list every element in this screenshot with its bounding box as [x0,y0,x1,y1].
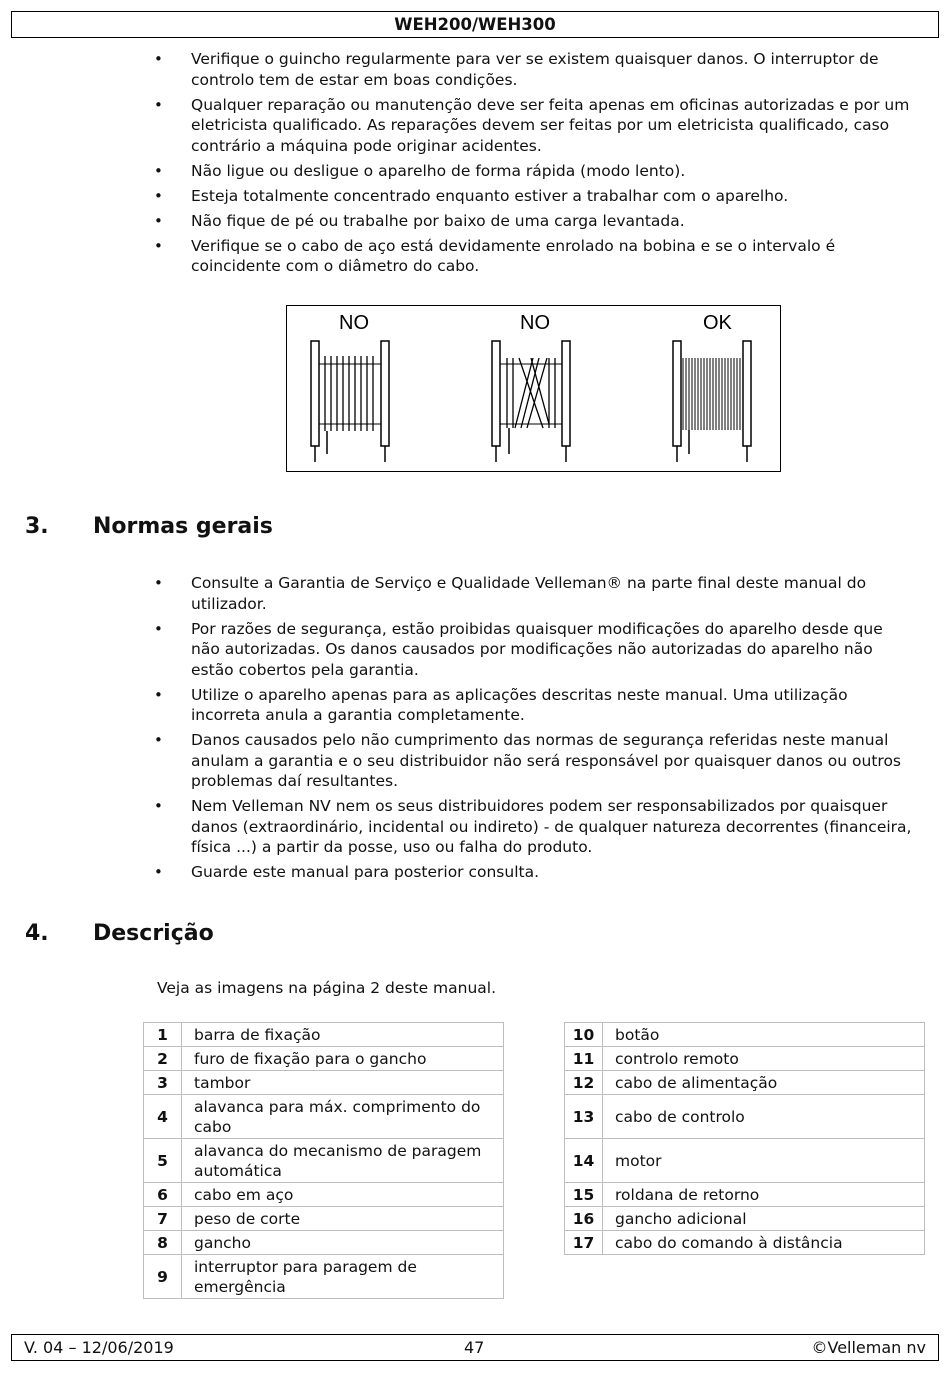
table-row: 6 cabo em aço [144,1183,504,1207]
list-item: • Guarde este manual para posterior consulta. [154,863,540,881]
list-item: • Esteja totalmente concentrado enquanto estiver a trabalhar com o aparelho. [154,186,789,205]
spool-correct-icon [673,341,751,462]
list-item: • Utilize o aparelho apenas para as aplicações descritas neste manual. Uma utilização incorreta anula a garantia completamente. [154,685,848,724]
table-row: 12 cabo de alimentação [565,1071,925,1095]
list-item: • Verifique o guincho regularmente para ver se existem quaisquer danos. O interruptor de controlo tem de estar em boas condições. [154,50,879,89]
page-header [11,11,939,38]
table-row: 3 tambor [144,1071,504,1095]
footer-version: V. 04 – 12/06/2019 [24,1338,174,1357]
list-item: • Não fique de pé ou trabalhe por baixo de uma carga levantada. [154,211,685,230]
section-3-heading [25,513,273,541]
figure-label-no-2: NO [520,312,550,334]
table-row: 1 barra de fixação [144,1023,504,1047]
table-row: 11 controlo remoto [565,1047,925,1071]
table-row: 4 alavanca para máx. comprimento do cabo [144,1095,504,1139]
list-item: • Verifique se o cabo de aço está devidamente enrolado na bobina e se o intervalo é coincidente com o diâmetro do cabo. [154,236,836,275]
table-row: 2 furo de fixação para o gancho [144,1047,504,1071]
list-item: • Nem Velleman NV nem os seus distribuidores podem ser responsabilizados por quaisquer danos (extraordinário, incidental ou indireto) - de qualquer natureza decorrentes (financeira, física ...) a partir da posse, uso ou falha do produto. [154,797,912,856]
parts-table-left [143,1022,504,1299]
figure-label-ok: OK [703,312,732,334]
table-row: 15 roldana de retorno [565,1183,925,1207]
list-item: • Por razões de segurança, estão proibidas quaisquer modificações do aparelho desde que não autorizadas. Os danos causados por modificações não autorizadas do aparelho não estão cobertos pela garantia. [154,619,883,679]
table-row: 16 gancho adicional [565,1207,925,1231]
safety-bullet-list [150,49,915,281]
cable-winding-illustration [287,306,779,470]
list-item: • Danos causados pelo não cumprimento das normas de segurança referidas neste manual anulam a garantia e o seu distribuidor não será responsável por quaisquer danos ou outros problemas daí resultantes. [154,731,902,790]
table-row: 13 cabo de controlo [565,1095,925,1139]
list-item: • Qualquer reparação ou manutenção deve ser feita apenas em oficinas autorizadas e por um eletricista qualificado. As reparações devem ser feitas por um eletricista qualificado, caso contrário a máquina pode originar acidentes. [154,95,910,155]
page-footer [11,1334,939,1361]
spool-crossed-icon [492,341,570,462]
section-4-number: 4. [25,921,49,946]
table-row: 17 cabo do comando à distância [565,1231,925,1255]
figure-label-no-1: NO [339,312,369,334]
spool-loose-icon [311,341,389,462]
table-row: 7 peso de corte [144,1207,504,1231]
parts-table-right [564,1022,925,1255]
section-4-intro: Veja as imagens na página 2 deste manual. [157,979,497,997]
table-row: 8 gancho [144,1231,504,1255]
table-row: 14 motor [565,1139,925,1183]
list-item: • Não ligue ou desligue o aparelho de forma rápida (modo lento). [154,161,686,180]
section-4-title: Descrição [93,921,214,946]
general-rules-list [150,573,915,887]
list-item: • Consulte a Garantia de Serviço e Qualidade Velleman® na parte final deste manual do utilizador. [154,574,867,613]
cable-winding-figure [286,305,781,472]
section-3-title: Normas gerais [93,514,273,539]
section-3-number: 3. [25,514,49,539]
table-row: 10 botão [565,1023,925,1047]
header-title: WEH200/WEH300 [394,15,556,34]
footer-copyright: ©Velleman nv [811,1338,926,1357]
footer-page-number: 47 [464,1338,485,1357]
table-row: 9 interruptor para paragem de emergência [144,1255,504,1299]
table-row: 5 alavanca do mecanismo de paragem automática [144,1139,504,1183]
section-4-heading [25,920,214,948]
